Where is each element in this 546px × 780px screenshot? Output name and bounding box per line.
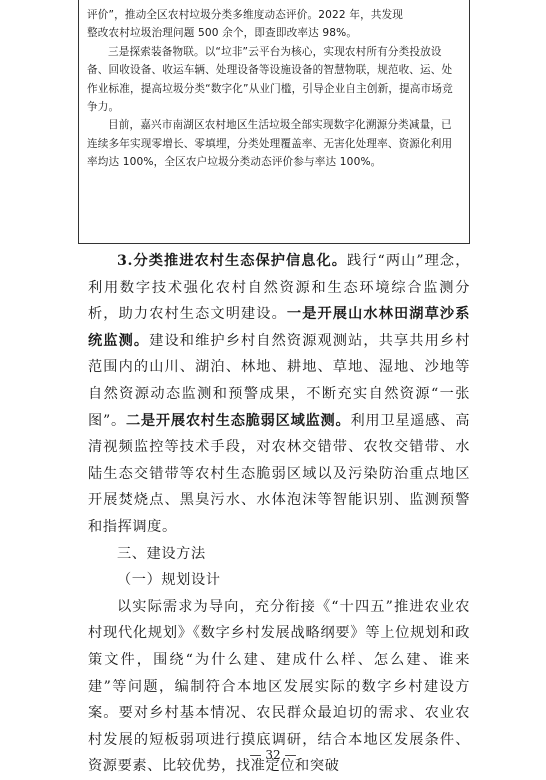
heading-monitoring-systems: 一是开展山水林田湖草沙系统监测。: [88, 306, 470, 349]
paragraph-ecology: [88, 248, 470, 541]
monitoring-systems-text: 建设和维护乡村自然资源观测站，共享共用乡村范围内的山川、湖泊、林地、耕地、草地、湿地、沙地等自然资源动态监测和预警成果，不断充实自然资源“一张图”。: [88, 332, 470, 429]
box-paragraph-2: 三是探索装备物联。以“垃非”云平台为核心，实现农村所有分类投放设备、回收设备、收运车辆、处理设备等设施设备的智慧物联，规范收、运、处作业标准，提高垃圾分类“数字化”从业门槛，引导企业自主创新，提高市场竞争力。: [87, 45, 453, 114]
body-text: [88, 248, 470, 780]
section-heading: 三、建设方法: [117, 545, 206, 562]
page-number: — 32 —: [249, 748, 297, 762]
ecology-intro: 践行“两山”理念，利用数字技术强化农村自然资源和生态环境综合监测分析，助力农村生态文明建设。: [88, 253, 470, 323]
box-line-2: 整改农村垃圾治理问题 500 余个，即查即改率达 98%。: [87, 27, 358, 40]
fragile-areas-text: 利用卫星遥感、高清视频监控等技术手段，对农林交错带、农牧交错带、水陆生态交错带等农村生态脆弱区域以及污染防治重点地区开展焚烧点、黑臭污水、水体泡沫等智能识别、监测预警和指挥调度。: [88, 412, 470, 535]
box-paragraph-3: 目前，嘉兴市南湖区农村地区生活垃圾全部实现数字化溯源分类减量，已连续多年实现零增长、零填埋，分类处理覆盖率、无害化处理率、资源化利用率均达 100%，全区农户垃圾分类动态评价参与率达 100%。: [87, 119, 453, 169]
heading-ecology: 3.分类推进农村生态保护信息化。: [117, 253, 348, 269]
paragraph-planning: 以实际需求为导向，充分衔接《“十四五”推进农业农村现代化规划》《数字乡村发展战略纲要》等上位规划和政策文件，围绕“为什么建、建成什么样、怎么建、谁来建”等问题，编制符合本地区发展实际的数字乡村建设方案。要对乡村基本情况、农民群众最迫切的需求、农业农村发展的短板弱项进行摸底调研，结合本地区发展条件、资源要素、比较优势，找准定位和突破: [88, 598, 470, 775]
case-box: [78, 0, 470, 244]
heading-fragile-areas: 二是开展农村生态脆弱区域监测。: [125, 412, 351, 429]
box-line-1: 评价”，推动全区农村垃圾分类多维度动态评价。2022 年，共发现: [87, 9, 404, 21]
subsection-heading: （一）规划设计: [117, 572, 221, 589]
